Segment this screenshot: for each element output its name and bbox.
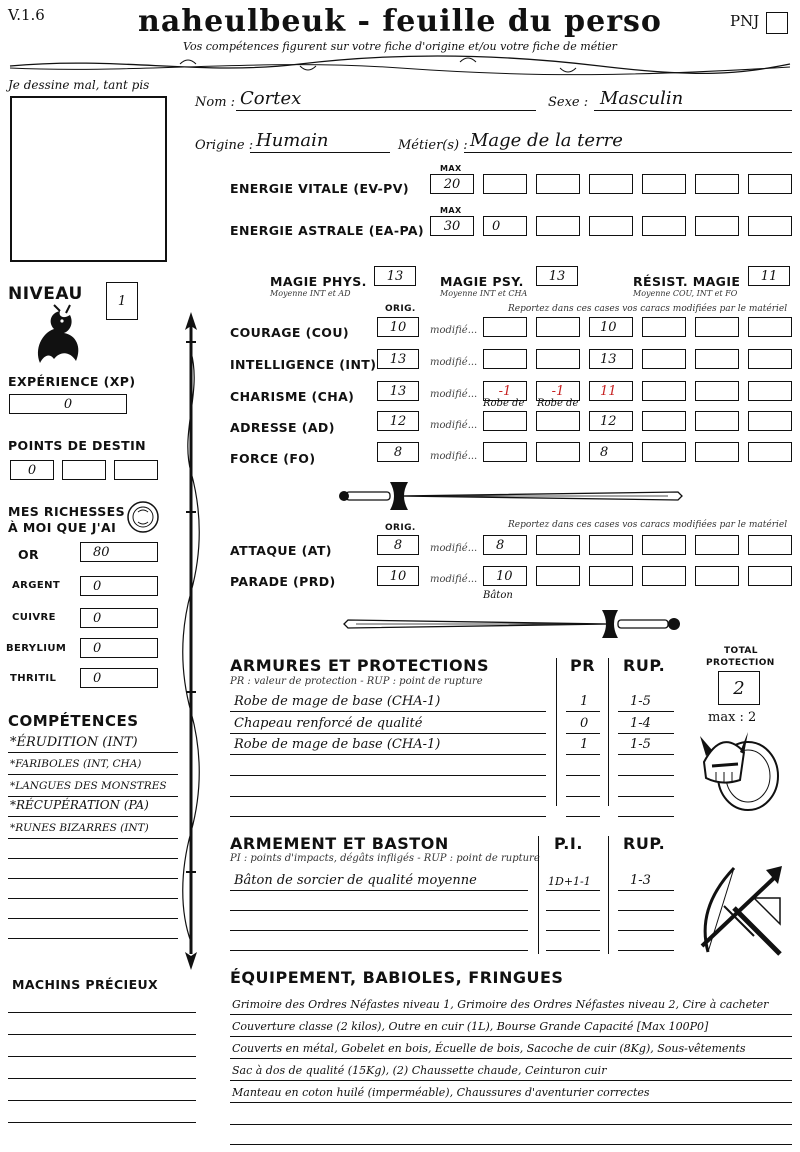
stat-fo-label: FORCE (FO)	[230, 451, 316, 466]
attaque-mod-6[interactable]	[748, 535, 792, 555]
parade-modif-label: modifié...	[430, 574, 478, 585]
nom-label: Nom :	[195, 95, 236, 110]
stat-int-mod-4[interactable]	[642, 349, 686, 369]
combat-orig-label: ORIG.	[385, 523, 416, 533]
ev-max-label: MAX	[440, 164, 462, 173]
wealth-berylium-value[interactable]: 0	[80, 638, 158, 658]
level-value[interactable]: 1	[106, 282, 138, 320]
combat-note: Bâton	[483, 590, 513, 601]
armement-title: ARMEMENT ET BASTON	[230, 834, 449, 853]
wealth-label-line1: MES RICHESSES	[8, 504, 125, 519]
ea-label: ENERGIE ASTRALE (EA-PA)	[230, 223, 425, 238]
competence-1[interactable]: *ÉRUDITION (INT)	[10, 735, 138, 750]
armure-1-rup[interactable]: 1-5	[630, 694, 651, 709]
stat-cha-orig[interactable]: 13	[377, 381, 419, 401]
wealth-label-line2: À MOI QUE J'AI	[8, 520, 117, 535]
stat-cou-mod-2[interactable]	[536, 317, 580, 337]
ea-box-2[interactable]	[536, 216, 580, 236]
stat-int-mod-5[interactable]	[695, 349, 739, 369]
wealth-cuivre-label: CUIVRE	[12, 612, 56, 623]
ev-box-6[interactable]	[748, 174, 792, 194]
equipement-line-5[interactable]: Manteau en coton huilé (imperméable), Chaussures d'aventurier correctes	[232, 1086, 650, 1099]
magie-phys-value[interactable]: 13	[374, 266, 416, 286]
coin-icon	[126, 500, 160, 534]
wealth-argent-value[interactable]: 0	[80, 576, 158, 596]
stat-int-label: INTELLIGENCE (INT)	[230, 357, 377, 372]
stats-orig-label: ORIG.	[385, 304, 416, 314]
magie-psy-value[interactable]: 13	[536, 266, 578, 286]
stat-ad-mod-6[interactable]	[748, 411, 792, 431]
resist-magie-label: RÉSIST. MAGIE	[633, 274, 741, 289]
attaque-orig[interactable]: 8	[377, 535, 419, 555]
stat-cha-mod-4[interactable]	[642, 381, 686, 401]
competence-3[interactable]: *LANGUES DES MONSTRES	[10, 780, 167, 792]
wealth-or-label: OR	[18, 547, 40, 562]
metier-label: Métier(s) :	[398, 138, 468, 153]
ea-box-3[interactable]	[589, 216, 633, 236]
ev-box-5[interactable]	[695, 174, 739, 194]
ea-max-value[interactable]: 30	[430, 216, 474, 236]
equipement-line-1[interactable]: Grimoire des Ordres Néfastes niveau 1, Grimoire des Ordres Néfastes niveau 2, Cire à cacheter	[232, 998, 769, 1011]
ea-current-value[interactable]: 0	[483, 216, 527, 236]
stat-int-mod-1[interactable]	[483, 349, 527, 369]
stat-cha-mod-1[interactable]: -1	[483, 381, 527, 401]
combat-report-note: Reportez dans ces cases vos caracs modifiées par le matériel	[508, 520, 788, 530]
metier-value[interactable]: Mage de la terre	[470, 130, 623, 151]
magie-psy-note: Moyenne INT et CHA	[440, 289, 528, 298]
wealth-thritil-value[interactable]: 0	[80, 668, 158, 688]
equipement-line-3[interactable]: Couverts en métal, Gobelet en bois, Écuelle de bois, Sacoche de cuir (8Kg), Sous-vêtements	[232, 1042, 746, 1055]
stat-int-orig[interactable]: 13	[377, 349, 419, 369]
parade-mod-1[interactable]: 10	[483, 566, 527, 586]
ev-label: ENERGIE VITALE (EV-PV)	[230, 181, 409, 196]
stat-ad-orig[interactable]: 12	[377, 411, 419, 431]
stat-cou-mod-6[interactable]	[748, 317, 792, 337]
attaque-mod-1[interactable]: 8	[483, 535, 527, 555]
version-label: V.1.6	[8, 6, 45, 24]
total-label-2: PROTECTION	[706, 658, 775, 668]
competence-4[interactable]: *RÉCUPÉRATION (PA)	[10, 798, 149, 812]
stat-cha-mod-3[interactable]: 11	[589, 381, 633, 401]
attaque-mod-3[interactable]	[589, 535, 633, 555]
destiny-box-1[interactable]: 0	[10, 460, 54, 480]
stat-cha-label: CHARISME (CHA)	[230, 389, 355, 404]
arme-1-rup[interactable]: 1-3	[630, 873, 651, 888]
armure-2-pr[interactable]: 0	[580, 716, 589, 731]
sword-icon	[340, 606, 686, 642]
stat-ad-mod-5[interactable]	[695, 411, 739, 431]
equipement-title: ÉQUIPEMENT, BABIOLES, FRINGUES	[230, 968, 564, 987]
stat-cou-mod-1[interactable]	[483, 317, 527, 337]
arme-1-pi[interactable]: 1D+1-1	[548, 875, 591, 888]
destiny-box-3[interactable]	[114, 460, 158, 480]
armement-col-rup: RUP.	[623, 834, 666, 853]
total-label-1: TOTAL	[724, 646, 758, 656]
stat-fo-mod-6[interactable]	[748, 442, 792, 462]
wealth-thritil-label: THRITIL	[10, 673, 57, 684]
vine-divider	[0, 52, 800, 78]
portrait-label: Je dessine mal, tant pis	[8, 78, 150, 92]
stat-cou-mod-4[interactable]	[642, 317, 686, 337]
competence-5[interactable]: *RUNES BIZARRES (INT)	[10, 822, 149, 834]
wealth-argent-label: ARGENT	[12, 580, 61, 591]
stat-cou-orig[interactable]: 10	[377, 317, 419, 337]
wealth-or-value[interactable]: 80	[80, 542, 158, 562]
stat-int-mod-2[interactable]	[536, 349, 580, 369]
stat-cha-note-2: Robe de	[537, 398, 579, 409]
max-protection-label: max : 2	[708, 710, 757, 725]
ea-box-4[interactable]	[642, 216, 686, 236]
parade-mod-3[interactable]	[589, 566, 633, 586]
magie-phys-note: Moyenne INT et AD	[270, 289, 351, 298]
stat-fo-mod-5[interactable]	[695, 442, 739, 462]
equipement-line-4[interactable]: Sac à dos de qualité (15Kg), (2) Chaussette chaude, Ceinturon cuir	[232, 1064, 607, 1077]
stat-fo-mod-2[interactable]	[536, 442, 580, 462]
competence-2[interactable]: *FARIBOLES (INT, CHA)	[10, 758, 142, 770]
stat-fo-orig[interactable]: 8	[377, 442, 419, 462]
xp-label: EXPÉRIENCE (XP)	[8, 374, 136, 389]
competences-title: COMPÉTENCES	[8, 712, 139, 730]
parade-label: PARADE (PRD)	[230, 574, 336, 589]
sexe-label: Sexe :	[548, 95, 589, 110]
ea-box-5[interactable]	[695, 216, 739, 236]
page-title: naheulbeuk - feuille du perso	[138, 4, 662, 39]
stat-cou-mod-3[interactable]: 10	[589, 317, 633, 337]
machins-title: MACHINS PRÉCIEUX	[12, 977, 159, 992]
armures-note: PR : valeur de protection - RUP : point de rupture	[230, 676, 483, 687]
stat-cou-modif-label: modifié...	[430, 325, 478, 336]
destiny-box-2[interactable]	[62, 460, 106, 480]
ev-box-3[interactable]	[589, 174, 633, 194]
stat-cha-mod-6[interactable]	[748, 381, 792, 401]
pnj-label: PNJ	[730, 12, 760, 30]
ev-box-2[interactable]	[536, 174, 580, 194]
armures-col-pr: PR	[570, 656, 596, 675]
magie-psy-label: MAGIE PSY.	[440, 274, 524, 289]
stat-fo-modif-label: modifié...	[430, 451, 478, 462]
stat-ad-mod-1[interactable]	[483, 411, 527, 431]
stat-ad-mod-4[interactable]	[642, 411, 686, 431]
stat-int-modif-label: modifié...	[430, 357, 478, 368]
armures-title: ARMURES ET PROTECTIONS	[230, 656, 489, 675]
attaque-mod-2[interactable]	[536, 535, 580, 555]
armement-note: PI : points d'impacts, dégâts infligés - RUP : point de rupture	[230, 853, 540, 864]
attaque-label: ATTAQUE (AT)	[230, 543, 332, 558]
armure-1-name[interactable]: Robe de mage de base (CHA-1)	[234, 694, 441, 709]
stat-cha-mod-5[interactable]	[695, 381, 739, 401]
stat-cou-mod-5[interactable]	[695, 317, 739, 337]
stat-fo-mod-4[interactable]	[642, 442, 686, 462]
stat-ad-label: ADRESSE (AD)	[230, 420, 335, 435]
portrait-box[interactable]	[10, 96, 167, 262]
stat-cha-mod-2[interactable]: -1	[536, 381, 580, 401]
ev-box-4[interactable]	[642, 174, 686, 194]
resist-magie-value[interactable]: 11	[748, 266, 790, 286]
armure-2-name[interactable]: Chapeau renforcé de qualité	[234, 716, 423, 731]
dragon-icon	[30, 303, 86, 367]
ea-box-6[interactable]	[748, 216, 792, 236]
stat-cou-label: COURAGE (COU)	[230, 325, 349, 340]
weapons-icon	[694, 858, 786, 956]
stat-fo-mod-1[interactable]	[483, 442, 527, 462]
stat-int-mod-3[interactable]: 13	[589, 349, 633, 369]
wealth-berylium-label: BERYLIUM	[6, 643, 67, 654]
stat-cha-note-1: Robe de	[483, 398, 525, 409]
stat-fo-mod-3[interactable]: 8	[589, 442, 633, 462]
magie-phys-label: MAGIE PHYS.	[270, 274, 367, 289]
stat-cha-modif-label: modifié...	[430, 389, 478, 400]
staff-icon	[178, 312, 204, 972]
attaque-mod-5[interactable]	[695, 535, 739, 555]
helmet-shield-icon	[696, 726, 786, 814]
armure-3-pr[interactable]: 1	[580, 737, 589, 752]
stat-ad-mod-2[interactable]	[536, 411, 580, 431]
xp-value[interactable]: 0	[9, 394, 127, 414]
origine-value[interactable]: Humain	[256, 130, 329, 151]
destiny-label: POINTS DE DESTIN	[8, 438, 147, 453]
wealth-cuivre-value[interactable]: 0	[80, 608, 158, 628]
armure-2-rup[interactable]: 1-4	[630, 716, 651, 731]
total-protection-value[interactable]: 2	[718, 671, 760, 705]
parade-orig[interactable]: 10	[377, 566, 419, 586]
parade-mod-6[interactable]	[748, 566, 792, 586]
origine-label: Origine :	[195, 138, 254, 153]
stat-int-mod-6[interactable]	[748, 349, 792, 369]
attaque-mod-4[interactable]	[642, 535, 686, 555]
pnj-checkbox[interactable]	[766, 12, 788, 34]
stat-ad-mod-3[interactable]: 12	[589, 411, 633, 431]
attaque-modif-label: modifié...	[430, 543, 478, 554]
ev-box-1[interactable]	[483, 174, 527, 194]
sexe-value[interactable]: Masculin	[600, 88, 684, 109]
equipement-line-2[interactable]: Couverture classe (2 kilos), Outre en cuir (1L), Bourse Grande Capacité [Max 100P0]	[232, 1020, 709, 1033]
sword-icon	[338, 478, 684, 514]
stats-report-note: Reportez dans ces cases vos caracs modifiées par le matériel	[508, 304, 788, 314]
level-label: NIVEAU	[8, 284, 83, 304]
armure-3-rup[interactable]: 1-5	[630, 737, 651, 752]
parade-mod-2[interactable]	[536, 566, 580, 586]
resist-magie-note: Moyenne COU, INT et FO	[633, 289, 738, 298]
arme-1-name[interactable]: Bâton de sorcier de qualité moyenne	[234, 873, 477, 888]
ea-max-label: MAX	[440, 206, 462, 215]
armure-1-pr[interactable]: 1	[580, 694, 589, 709]
armures-col-rup: RUP.	[623, 656, 666, 675]
parade-mod-4[interactable]	[642, 566, 686, 586]
parade-mod-5[interactable]	[695, 566, 739, 586]
nom-value[interactable]: Cortex	[240, 88, 302, 109]
page-subtitle: Vos compétences figurent sur votre fiche d'origine et/ou votre fiche de métier	[183, 40, 617, 53]
armure-3-name[interactable]: Robe de mage de base (CHA-1)	[234, 737, 441, 752]
ev-max-value[interactable]: 20	[430, 174, 474, 194]
stat-ad-modif-label: modifié...	[430, 420, 478, 431]
armement-col-pi: P.I.	[554, 834, 583, 853]
